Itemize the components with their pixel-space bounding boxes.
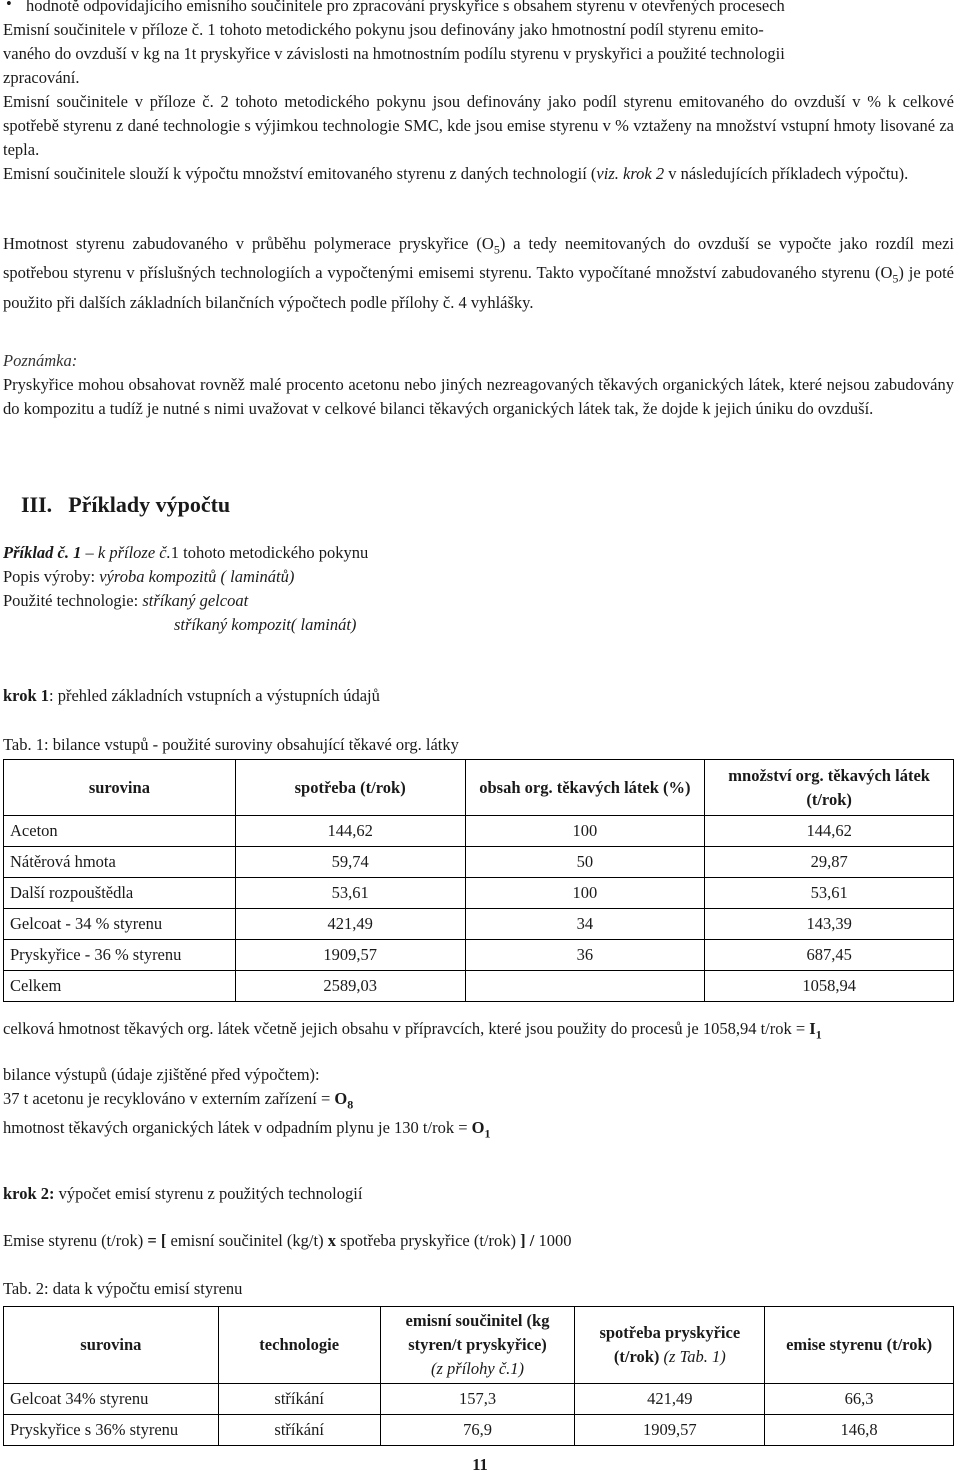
table2-header: technologie: [218, 1307, 380, 1384]
production-description: Popis výroby: výroba kompozitů ( laminátů): [3, 567, 295, 586]
table-row: Pryskyřice s 36% styrenu stříkání 76,9 1909,57 146,8: [4, 1415, 954, 1446]
outputs-block: [3, 1063, 490, 1146]
table2-header: emisní součinitel (kg styren/t pryskyřice) (z přílohy č.1): [380, 1307, 575, 1384]
table2-header-row: [4, 1307, 954, 1384]
table1-header: surovina: [4, 760, 236, 816]
table-row: Gelcoat - 34 % styrenu 421,49 34 143,39: [4, 909, 954, 940]
total-volatile-line: celková hmotnost těkavých org. látek včetně jejich obsahu v přípravcích, které jsou použity do procesů je 1058,94 $t/rok = I_1$: [3, 1019, 822, 1042]
table2-header: spotřeba pryskyřice (t/rok) (z Tab. 1): [575, 1307, 765, 1384]
note-block: [3, 349, 954, 421]
table1-header-row: [4, 760, 954, 816]
table2-caption: Tab. 2: data k výpočtu emisí styrenu: [3, 1279, 243, 1298]
table2-header: surovina: [4, 1307, 219, 1384]
emission-factors-paragraph-2: Emisní součinitele v příloze č. 2 tohoto metodického pokynu jsou definovány jako podíl styrenu emitovaného do ovzduší v % k celkové spotřebě styrenu z dané technologie s výjimkou technologie SMC, kde jsou emise styrenu v % vztaženy na množství vstupní hmoty lisované za tepla.: [3, 92, 954, 159]
table-row-total: Celkem 2589,03 1058,94: [4, 971, 954, 1002]
outputs-title: bilance výstupů (údaje zjištěné před výpočtem):: [3, 1065, 320, 1084]
step2-heading: krok 2: výpočet emisí styrenu z použitých technologií: [3, 1184, 363, 1203]
mass-paragraph: Hmotnost styrenu zabudovaného v průběhu polymerace pryskyřice $(O_5)$ a tedy neemitovaných do ovzduší se vypočte jako rozdíl mezi spotřebou styrenu v příslušných technologiích a vypočtenými emisemi styrenu. Takto vypočítané množství zabudovaného styrenu $(O_5)$ je poté použito při dalších základních bilančních výpočtech podle přílohy č. 4 vyhlášky.: [3, 234, 954, 312]
table1-header: množství org. těkavých látek (t/rok): [705, 760, 954, 816]
bullet-text: hodnotě odpovídajícího emisního součinitele pro zpracování pryskyřice s obsahem styrenu v otevřených procesech: [26, 0, 785, 15]
technology-2: stříkaný kompozit( laminát): [174, 615, 357, 634]
table1-caption: Tab. 1: bilance vstupů - použité suroviny obsahující těkavé org. látky: [3, 735, 459, 754]
emission-formula: Emise styrenu (t/rok) = [ emisní součinitel (kg/t) x spotřeba pryskyřice (t/rok) ] / 1000: [3, 1231, 572, 1250]
table1: [3, 759, 954, 1002]
example-block: [3, 541, 368, 637]
intro-line-4: zpracování.: [3, 68, 80, 87]
intro-line-2: Emisní součinitele v příloze č. 1 tohoto metodického pokynu jsou definovány jako hmotnostní podíl styrenu emito-: [3, 20, 764, 39]
page-number: 11: [472, 1455, 488, 1474]
table-row: Další rozpouštědla 53,61 100 53,61: [4, 878, 954, 909]
table-row: Aceton 144,62 100 144,62: [4, 816, 954, 847]
table1-header: obsah org. těkavých látek (%): [465, 760, 705, 816]
table-row: Gelcoat 34% styrenu stříkání 157,3 421,49 66,3: [4, 1384, 954, 1415]
intro-block: [3, 0, 954, 186]
table-row: Nátěrová hmota 59,74 50 29,87: [4, 847, 954, 878]
example-title: Příklad č. 1 – k příloze č.1 tohoto metodického pokynu: [3, 543, 369, 562]
section-heading: III. Příklady výpočtu: [21, 492, 231, 517]
emission-factors-paragraph-3: Emisní součinitele slouží k výpočtu množství emitovaného styrenu z daných technologií (viz. krok 2 v následujících příkladech výpočtu).: [3, 164, 909, 183]
table2-header: emise styrenu (t/rok): [765, 1307, 954, 1384]
outputs-line-2: hmotnost těkavých organických látek v odpadním plynu je 130 $t/rok = O_1$: [3, 1118, 491, 1141]
intro-line-3: vaného do ovzduší v kg na 1t pryskyřice v závislosti na hmotnostním podílu styrenu v pryskyřici a použité technologii: [3, 44, 785, 63]
technologies-line: Použité technologie: stříkaný gelcoat: [3, 591, 249, 610]
step1-heading: krok 1: přehled základních vstupních a výstupních údajů: [3, 686, 380, 705]
table1-header: spotřeba (t/rok): [235, 760, 465, 816]
bullet-icon: •: [6, 0, 12, 13]
table2: [3, 1306, 954, 1446]
note-label: Poznámka:: [3, 351, 78, 370]
table-row: Pryskyřice - 36 % styrenu 1909,57 36 687,45: [4, 940, 954, 971]
note-text: Pryskyřice mohou obsahovat rovněž malé procento acetonu nebo jiných nezreagovaných těkavých organických látek, které nejsou zabudovány do kompozitu a tudíž je nutné s nimi uvažovat v celkové bilanci těkavých organických látek tak, že dojde k jejich úniku do ovzduší.: [3, 375, 954, 418]
viz-reference: viz. krok 2: [596, 164, 665, 183]
outputs-line-1: 37 t acetonu je recyklováno v externím zařízení = $O_8$: [3, 1089, 354, 1112]
